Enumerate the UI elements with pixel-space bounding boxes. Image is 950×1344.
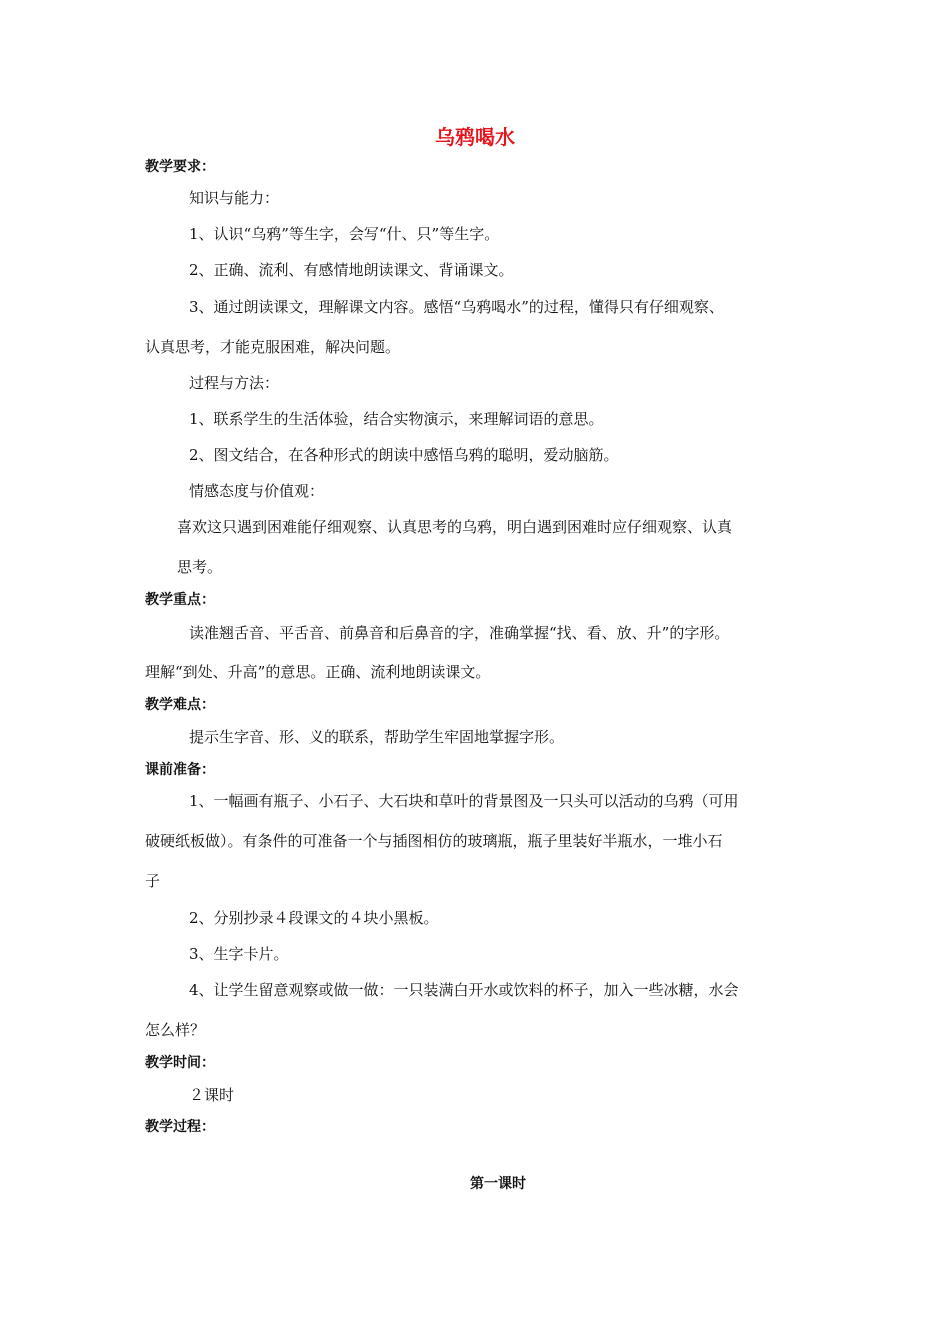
process-item-2: 2、图文结合，在各种形式的朗读中感悟乌鸦的聪明，爱动脑筋。 xyxy=(189,446,619,464)
key-points-line-1: 读准翘舌音、平舌音、前鼻音和后鼻音的字，准确掌握“找、看、放、升”的字形。 xyxy=(189,624,730,642)
knowledge-item-3-line-2: 认真思考，才能克服困难，解决问题。 xyxy=(145,338,401,356)
time-value: ２课时 xyxy=(189,1086,235,1104)
difficulties-line-1: 提示生字音、形、义的联系，帮助学生牢固地掌握字形。 xyxy=(189,728,565,746)
time-heading: 教学时间： xyxy=(145,1055,215,1071)
lesson-title: 第一课时 xyxy=(470,1176,526,1192)
preparation-item-1-line-3: 子 xyxy=(145,872,161,890)
knowledge-label: 知识与能力： xyxy=(189,189,280,207)
process-heading: 教学过程： xyxy=(145,1119,215,1135)
difficulties-heading: 教学难点： xyxy=(145,697,215,713)
process-item-1: 1、联系学生的生活体验，结合实物演示，来理解词语的意思。 xyxy=(189,410,604,428)
preparation-item-1-line-2: 破硬纸板做）。有条件的可准备一个与插图相仿的玻璃瓶，瓶子里装好半瓶水，一堆小石 xyxy=(145,832,723,850)
knowledge-item-3-line-1: 3、通过朗读课文，理解课文内容。感悟“乌鸦喝水”的过程，懂得只有仔细观察、 xyxy=(189,298,724,316)
document-title: 乌鸦喝水 xyxy=(435,125,515,149)
preparation-item-3: 3、生字卡片。 xyxy=(189,945,289,963)
process-label: 过程与方法： xyxy=(189,374,280,392)
key-points-line-2: 理解“到处、升高”的意思。正确、流利地朗读课文。 xyxy=(145,663,491,681)
preparation-item-2: 2、分别抄录４段课文的４块小黑板。 xyxy=(189,909,439,927)
knowledge-item-1: 1、认识“乌鸦”等生字，会写“什、只”等生字。 xyxy=(189,225,500,243)
emotion-line-1: 喜欢这只遇到困难能仔细观察、认真思考的乌鸦，明白遇到困难时应仔细观察、认真 xyxy=(177,518,733,536)
emotion-label: 情感态度与价值观： xyxy=(189,482,325,500)
requirements-heading: 教学要求： xyxy=(145,159,215,175)
emotion-line-2: 思考。 xyxy=(177,558,223,576)
knowledge-item-2: 2、正确、流利、有感情地朗读课文、背诵课文。 xyxy=(189,261,514,279)
preparation-item-4-line-1: 4、让学生留意观察或做一做：一只装满白开水或饮料的杯子，加入一些冰糖，水会 xyxy=(189,981,739,999)
preparation-item-1-line-1: 1、一幅画有瓶子、小石子、大石块和草叶的背景图及一只头可以活动的乌鸦（可用 xyxy=(189,792,739,810)
key-points-heading: 教学重点： xyxy=(145,592,215,608)
preparation-heading: 课前准备： xyxy=(145,762,215,778)
preparation-item-4-line-2: 怎么样？ xyxy=(145,1021,206,1039)
